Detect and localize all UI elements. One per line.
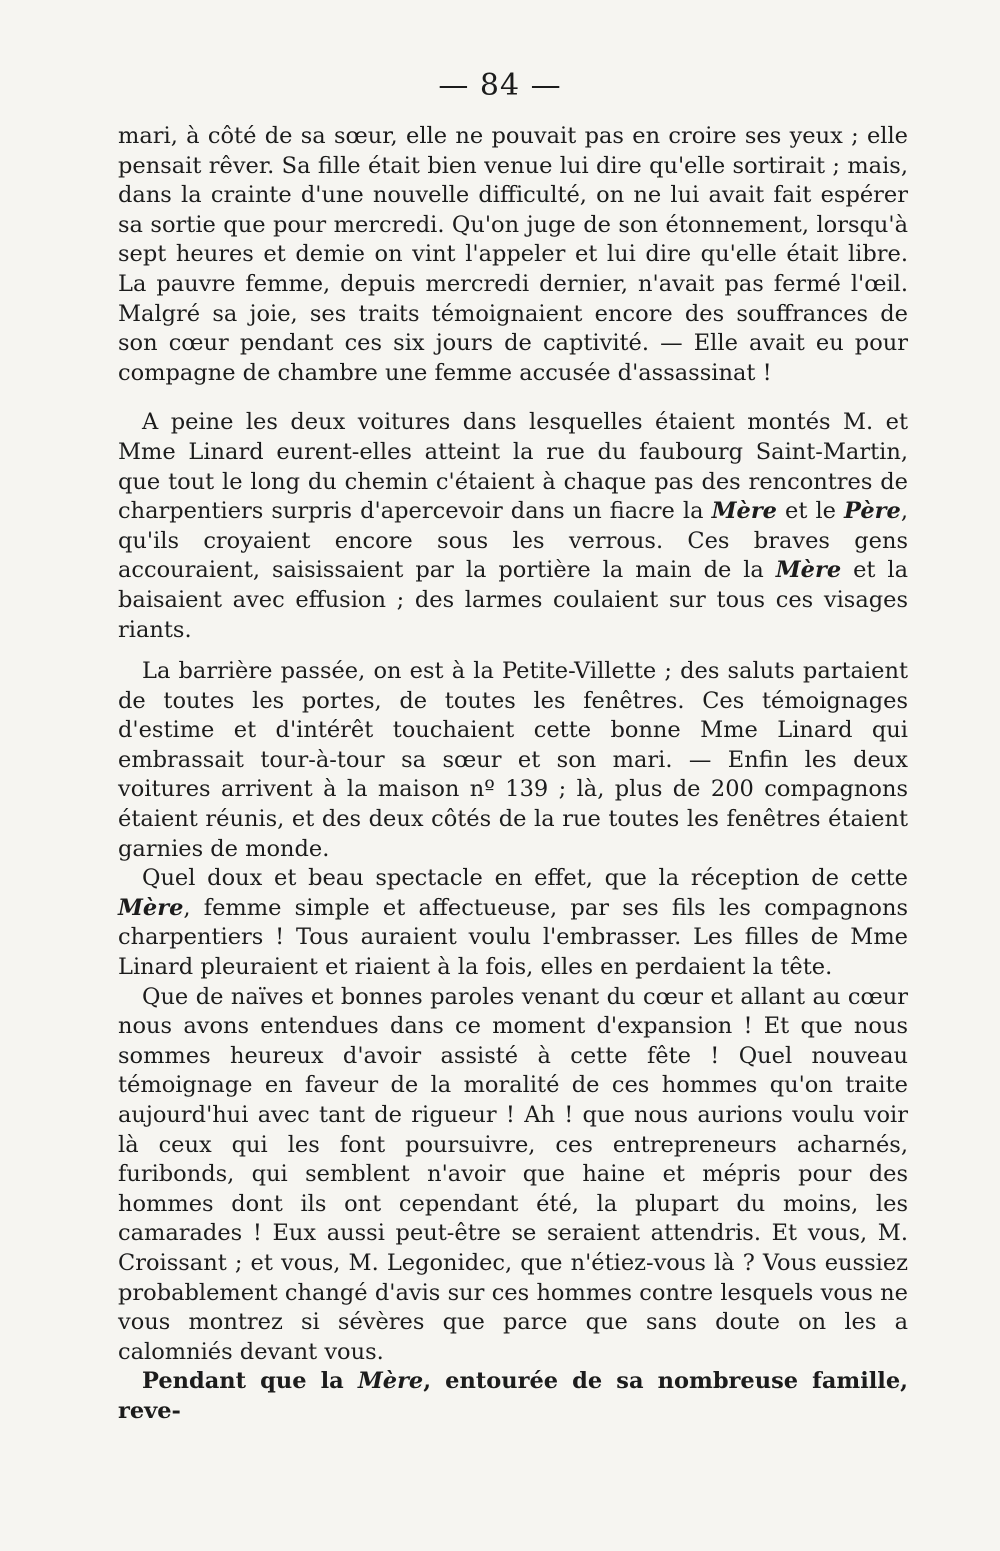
paragraph-5	[118, 983, 908, 1368]
paragraph-3-text: La barrière passée, on est à la Petite-Villette ; des saluts partaient de toutes les portes, de toutes les fenêtres. Ces témoignages d'estime et d'intérêt touchaient cette bonne Mme Linard qui embrassait tour-à-tour sa sœur et son mari. — Enfin les deux voitures arrivent à la maison nº 139 ; là, plus de 200 compagnons étaient réunis, et des deux côtés de la rue toutes les fenêtres étaient garnies de monde.	[118, 658, 908, 862]
page-number: — 84 —	[438, 68, 562, 103]
paragraph-4-text-1: Quel doux et beau spectacle en effet, que la réception de cette	[142, 865, 908, 892]
paragraph-6	[118, 1367, 908, 1426]
paragraph-1-text: mari, à côté de sa sœur, elle ne pouvait pas en croire ses yeux ; elle pensait rêver. Sa fille était bien venue lui dire qu'elle sortirait ; mais, dans la crainte d'une nouvelle difficulté, on ne lui avait fait espérer sa sortie que pour mercredi. Qu'on juge de son étonnement, lorsqu'à sept heures et demie on vint l'appeler et lui dire qu'elle était libre. La pauvre femme, depuis mercredi dernier, n'avait pas fermé l'œil. Malgré sa joie, ses traits témoignaient encore des souffrances de son cœur pendant ces six jours de captivité. — Elle avait eu pour compagne de chambre une femme accusée d'assassinat !	[118, 123, 908, 386]
italic-term-mere: Mère	[711, 498, 777, 525]
italic-term-mere: Mère	[357, 1368, 424, 1395]
paragraph-2-text-1: A peine les deux voitures dans lesquelles étaient montés M. et Mme Linard eurent-elles atteint la rue du faubourg Saint-Martin, que tout le long du chemin c'étaient à chaque pas des rencontres de charpentiers surpris d'apercevoir dans un fiacre la	[118, 409, 908, 525]
paragraph-2-text-3: , qu'ils croyaient encore sous les verrous. Ces braves gens accouraient, saisissaient par la portière la main de la	[118, 498, 909, 584]
italic-term-mere: Mère	[775, 557, 842, 584]
paragraph-2-text-2: et le	[776, 498, 845, 525]
paragraph-6-text-1: Pendant que la	[142, 1368, 358, 1395]
paragraph-6-text-2: , entourée de sa nombreuse famille, reve-	[118, 1368, 909, 1424]
paragraph-3	[118, 657, 908, 864]
paragraph-2-text-4: et la baisaient avec effusion ; des larmes coulaient sur tous ces visages riants.	[118, 557, 908, 643]
italic-term-mere: Mère	[118, 894, 184, 921]
page-text	[118, 122, 908, 1427]
paragraph-4-text-2: , femme simple et affectueuse, par ses fils les compagnons charpentiers ! Tous auraient voulu l'embrasser. Les filles de Mme Linard pleuraient et riaient à la fois, elles en perdaient la tête.	[118, 894, 908, 981]
paragraph-2	[118, 408, 908, 645]
italic-term-pere: Père	[844, 498, 901, 525]
paragraph-1	[118, 122, 908, 388]
paragraph-4	[118, 864, 908, 982]
paragraph-5-text: Que de naïves et bonnes paroles venant du cœur et allant au cœur nous avons entendues dans ce moment d'expansion ! Et que nous sommes heureux d'avoir assisté à cette fête ! Quel nouveau témoignage en faveur de la moralité de ces hommes qu'on traite aujourd'hui avec tant de rigueur ! Ah ! que nous aurions voulu voir là ceux qui les font poursuivre, ces entrepreneurs acharnés, furibonds, qui semblent n'avoir que haine et mépris pour des hommes dont ils ont cependant été, la plupart du moins, les camarades ! Eux aussi peut-être se seraient attendris. Et vous, M. Croissant ; et vous, M. Legonidec, que n'étiez-vous là ? Vous eussiez probablement changé d'avis sur ces hommes contre lesquels vous ne vous montrez si sévères que parce que sans doute on les a calomniés devant vous.	[118, 983, 908, 1365]
